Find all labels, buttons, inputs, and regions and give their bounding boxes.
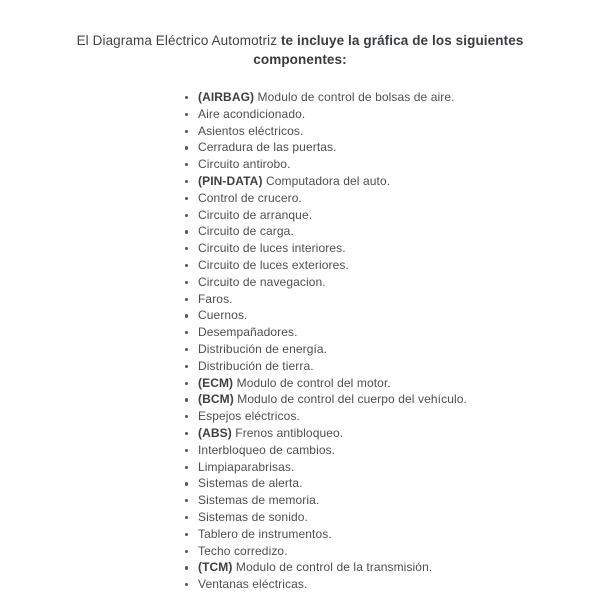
list-item (198, 509, 600, 526)
bullet-icon (185, 398, 188, 401)
component-text: Frenos antibloqueo. (231, 425, 344, 440)
bullet-icon (185, 197, 188, 200)
bullet-icon (185, 298, 188, 301)
component-text: Ventanas eléctricas. (198, 577, 308, 592)
component-text: Asientos eléctricos. (198, 123, 304, 138)
list-item (198, 475, 600, 492)
component-text: Cerradura de las puertas. (198, 140, 337, 155)
component-text: Distribución de tierra. (198, 358, 314, 373)
component-text: Circuito de carga. (198, 224, 294, 239)
bullet-icon (185, 482, 188, 485)
component-text: Cuernos. (198, 308, 248, 323)
bullet-icon (185, 382, 188, 385)
list-item (198, 240, 600, 257)
list-item (198, 223, 600, 240)
bullet-icon (185, 533, 188, 536)
list-item (198, 291, 600, 308)
bullet-icon (185, 180, 188, 183)
component-text: Circuito antirobo. (198, 157, 291, 172)
list-item (198, 358, 600, 375)
list-item (198, 274, 600, 291)
list-item (198, 526, 600, 543)
component-text: Desempañadores. (198, 325, 298, 340)
bullet-icon (185, 432, 188, 435)
bullet-icon (185, 583, 188, 586)
component-text: Techo corredizo. (198, 543, 288, 558)
list-item (198, 543, 600, 560)
bullet-icon (185, 415, 188, 418)
list-item (198, 459, 600, 476)
bullet-icon (185, 281, 188, 284)
list-item (198, 156, 600, 173)
component-text: Sistemas de alerta. (198, 476, 303, 491)
bullet-icon (185, 96, 188, 99)
list-item (198, 190, 600, 207)
component-text: Espejos eléctricos. (198, 409, 300, 424)
list-item (198, 425, 600, 442)
bullet-icon (185, 449, 188, 452)
bullet-icon (185, 348, 188, 351)
bullet-icon (185, 566, 188, 569)
bullet-icon (185, 365, 188, 368)
list-item (198, 492, 600, 509)
component-text: Modulo de control del motor. (233, 375, 391, 390)
component-text: Circuito de luces exteriores. (198, 257, 349, 272)
list-item (198, 89, 600, 106)
list-item (198, 341, 600, 358)
component-text: Sistemas de memoria. (198, 493, 320, 508)
component-text: Modulo de control del cuerpo del vehículo. (233, 392, 467, 407)
component-code: (BCM) (198, 392, 234, 407)
bullet-icon (185, 499, 188, 502)
page-title (69, 31, 531, 69)
list-item (198, 324, 600, 341)
bullet-icon (185, 230, 188, 233)
list-item (198, 257, 600, 274)
component-code: (PIN-DATA) (198, 173, 263, 188)
component-text: Aire acondicionado. (198, 106, 306, 121)
component-text: Circuito de navegacion. (198, 274, 326, 289)
bullet-icon (185, 146, 188, 149)
bullet-icon (185, 130, 188, 133)
component-text: Modulo de control de la transmisión. (232, 560, 433, 575)
component-text: Limpiaparabrisas. (198, 459, 295, 474)
list-item (198, 391, 600, 408)
component-text: Modulo de control de bolsas de aire. (254, 90, 455, 104)
list-item (198, 106, 600, 123)
component-text: Circuito de arranque. (198, 207, 313, 222)
component-text: Circuito de luces interiores. (198, 241, 346, 256)
list-item (198, 375, 600, 392)
component-text: Computadora del auto. (262, 173, 391, 188)
component-code: (ECM) (198, 375, 234, 390)
component-text: Distribución de energía. (198, 341, 328, 356)
bullet-icon (185, 550, 188, 553)
list-item (198, 207, 600, 224)
list-item (198, 173, 600, 190)
document-page (0, 31, 600, 600)
component-code: (AIRBAG) (198, 90, 255, 104)
component-text: Interbloqueo de cambios. (198, 442, 336, 457)
list-item (198, 576, 600, 593)
component-code: (TCM) (198, 560, 233, 575)
bullet-icon (185, 214, 188, 217)
list-item (198, 442, 600, 459)
bullet-icon (185, 314, 188, 317)
list-item (198, 123, 600, 140)
component-text: Tablero de instrumentos. (198, 526, 332, 541)
component-text: Sistemas de sonido. (198, 509, 308, 524)
list-item (198, 139, 600, 156)
bullet-icon (185, 516, 188, 519)
component-text: Faros. (198, 291, 233, 306)
bullet-icon (185, 113, 188, 116)
page-title-normal: El Diagrama Eléctrico Automotriz (76, 33, 281, 48)
bullet-icon (185, 163, 188, 166)
components-list (198, 89, 600, 593)
list-item (198, 307, 600, 324)
page-title-bold: te incluye la gráfica de los siguientes componentes: (253, 33, 524, 67)
bullet-icon (185, 331, 188, 334)
bullet-icon (185, 247, 188, 250)
component-text: Control de crucero. (198, 190, 302, 205)
component-code: (ABS) (198, 425, 232, 440)
list-item (198, 559, 600, 576)
bullet-icon (185, 264, 188, 267)
list-item (198, 408, 600, 425)
bullet-icon (185, 466, 188, 469)
